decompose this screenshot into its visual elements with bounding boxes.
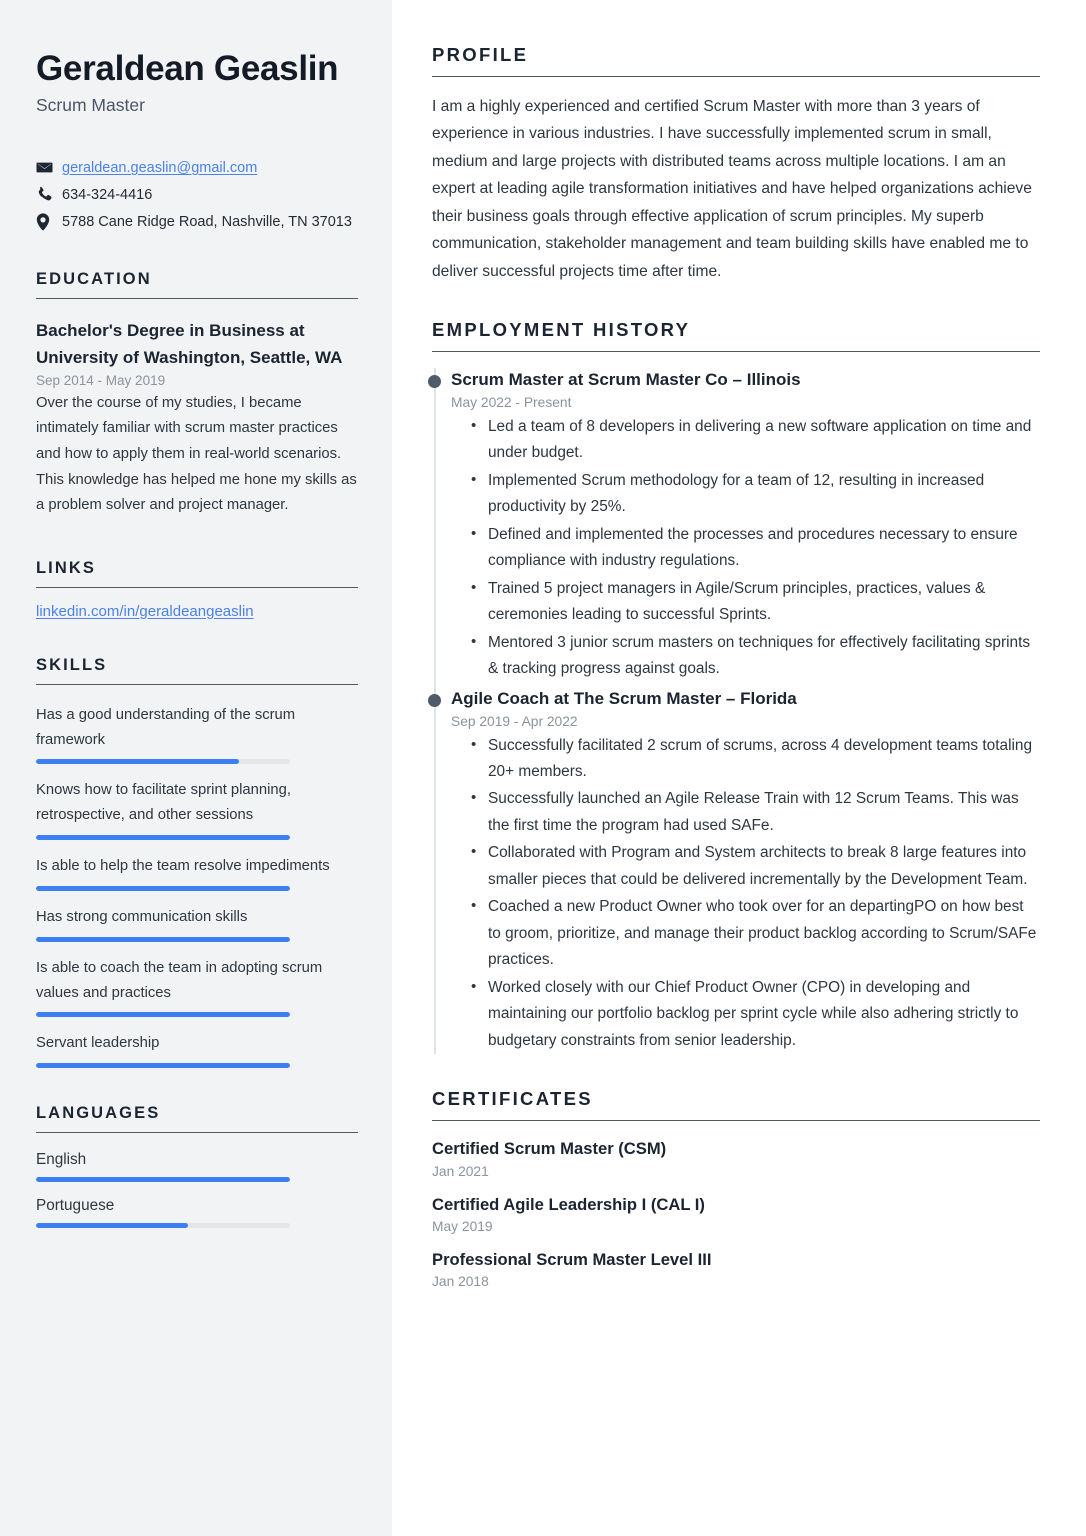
timeline-dot-icon bbox=[428, 375, 441, 388]
education-heading: EDUCATION bbox=[36, 269, 152, 288]
language-level-fill bbox=[36, 1177, 290, 1182]
links-heading: LINKS bbox=[36, 558, 96, 577]
skill-level-bar bbox=[36, 1063, 290, 1068]
employment-entry bbox=[432, 368, 1040, 683]
language-level-bar bbox=[36, 1177, 290, 1182]
skill-level-fill bbox=[36, 835, 290, 840]
skills-section bbox=[36, 656, 358, 1069]
employment-entry-bullets bbox=[451, 733, 1040, 1055]
language-label: Portuguese bbox=[36, 1197, 115, 1215]
education-section bbox=[36, 270, 358, 519]
bullet-item: • Defined and implemented the processes and procedures necessary to ensure compliance with industry regulations. bbox=[488, 522, 1040, 575]
skill-label: Has a good understanding of the scrum framework bbox=[36, 706, 296, 748]
profile-heading: PROFILE bbox=[432, 44, 529, 65]
certificate-item bbox=[432, 1248, 1040, 1289]
envelope-icon bbox=[36, 157, 62, 176]
language-label: English bbox=[36, 1151, 87, 1169]
skill-label: Servant leadership bbox=[36, 1035, 160, 1052]
certificate-date: Jan 2018 bbox=[432, 1273, 489, 1289]
contact-row-email[interactable] bbox=[36, 157, 358, 180]
education-item bbox=[36, 317, 358, 519]
timeline-dot-icon bbox=[428, 694, 441, 707]
skill-level-bar bbox=[36, 937, 290, 942]
bullet-item: • Successfully launched an Agile Release Train with 12 Scrum Teams. This was the first time the program had used SAFe. bbox=[488, 786, 1040, 839]
bullet-item: • Led a team of 8 developers in delivering a new software application on time and under budget. bbox=[488, 414, 1040, 467]
links-section bbox=[36, 559, 358, 620]
link-item-linkedin[interactable]: linkedin.com/in/geraldeangeaslin bbox=[36, 602, 254, 620]
links-list bbox=[36, 603, 358, 620]
certificate-title: Certified Agile Leadership I (CAL I) bbox=[432, 1194, 705, 1214]
bullet-item: • Coached a new Product Owner who took over for an departingPO on how best to groom, prioritize, and manage their product backlog according to Scrum/SAFe practices. bbox=[488, 894, 1040, 973]
skill-label: Has strong communication skills bbox=[36, 908, 248, 925]
skill-level-fill bbox=[36, 759, 239, 764]
contact-row-address bbox=[36, 211, 358, 234]
skill-item bbox=[36, 778, 358, 840]
certificate-item bbox=[432, 1137, 1040, 1178]
skills-list bbox=[36, 703, 358, 1069]
links-divider bbox=[36, 587, 358, 588]
sidebar bbox=[0, 0, 392, 1536]
skill-level-bar bbox=[36, 886, 290, 891]
language-level-fill bbox=[36, 1223, 188, 1228]
certificate-title: Professional Scrum Master Level III bbox=[432, 1249, 712, 1269]
contact-phone-value: 634-324-4416 bbox=[62, 186, 153, 203]
contact-email-value bbox=[62, 157, 358, 180]
education-item-title: Bachelor's Degree in Business at University of Washington, Seattle, WA bbox=[36, 320, 343, 368]
employment-entry-bullets bbox=[451, 414, 1040, 683]
certificates-heading: CERTIFICATES bbox=[432, 1088, 593, 1110]
bullet-item: • Mentored 3 junior scrum masters on techniques for effectively facilitating sprints & tracking progress against goals. bbox=[488, 630, 1040, 683]
contact-address-value: 5788 Cane Ridge Road, Nashville, TN 37013 bbox=[62, 213, 352, 230]
certificate-date: May 2019 bbox=[432, 1218, 493, 1234]
phone-icon bbox=[36, 184, 62, 202]
skill-label: Is able to coach the team in adopting scrum values and practices bbox=[36, 959, 323, 1001]
main-column bbox=[392, 0, 1086, 1536]
skill-level-fill bbox=[36, 1063, 290, 1068]
skill-level-fill bbox=[36, 937, 290, 942]
skills-heading: SKILLS bbox=[36, 655, 108, 674]
skill-item bbox=[36, 905, 358, 942]
skill-level-fill bbox=[36, 886, 290, 891]
skill-item bbox=[36, 854, 358, 891]
candidate-job-title: Scrum Master bbox=[36, 95, 145, 116]
profile-section bbox=[432, 44, 1040, 285]
profile-text: I am a highly experienced and certified Scrum Master with more than 3 years of experience in various industries. I have successfully implemented scrum in small, medium and large projects with distributed teams across multiple locations. I am an expert at leading agile transformation initiatives and have helped organizations achieve their business goals through effective application of scrum principles. My superb communication, stakeholder management and team building skills have enabled me to deliver successful projects time after time. bbox=[432, 98, 1032, 280]
skill-level-bar bbox=[36, 1012, 290, 1017]
bullet-item: • Worked closely with our Chief Product Owner (CPO) in developing and maintaining our portfolio backlog per sprint cycle while also adhering strictly to budgetary constraints from senior leadership. bbox=[488, 975, 1040, 1054]
bullet-item: • Collaborated with Program and System architects to break 8 large features into smaller pieces that could be delivered incrementally by the Development Team. bbox=[488, 840, 1040, 893]
education-item-description: Over the course of my studies, I became intimately familiar with scrum master practices and how to apply them in real-world scenarios. This knowledge has helped me hone my skills as a problem solver and project manager. bbox=[36, 394, 357, 514]
certificates-list bbox=[432, 1137, 1040, 1289]
employment-entry-date: Sep 2019 - Apr 2022 bbox=[451, 713, 578, 729]
skills-divider bbox=[36, 684, 358, 685]
certificates-divider bbox=[432, 1120, 1040, 1121]
education-item-date: Sep 2014 - May 2019 bbox=[36, 372, 166, 388]
email-link[interactable]: geraldean.geaslin@gmail.com bbox=[62, 159, 258, 176]
employment-entry-title: Agile Coach at The Scrum Master – Florida bbox=[451, 688, 797, 708]
employment-section bbox=[432, 319, 1040, 1054]
skill-level-fill bbox=[36, 1012, 290, 1017]
languages-list bbox=[36, 1151, 358, 1228]
language-item bbox=[36, 1151, 358, 1182]
languages-divider bbox=[36, 1132, 358, 1133]
bullet-item: • Implemented Scrum methodology for a team of 12, resulting in increased productivity by 25%. bbox=[488, 468, 1040, 521]
certificate-item bbox=[432, 1193, 1040, 1234]
skill-level-bar bbox=[36, 835, 290, 840]
skill-label: Is able to help the team resolve impediments bbox=[36, 858, 330, 875]
skill-item bbox=[36, 703, 358, 765]
certificate-title: Certified Scrum Master (CSM) bbox=[432, 1139, 667, 1159]
languages-section bbox=[36, 1104, 358, 1228]
location-pin-icon bbox=[36, 211, 62, 231]
certificates-section bbox=[432, 1088, 1040, 1289]
bullet-item: • Trained 5 project managers in Agile/Scrum principles, practices, values & ceremonies leading to successful Sprints. bbox=[488, 576, 1040, 629]
employment-heading: EMPLOYMENT HISTORY bbox=[432, 319, 691, 341]
education-divider bbox=[36, 298, 358, 299]
skill-label: Knows how to facilitate sprint planning, retrospective, and other sessions bbox=[36, 782, 291, 824]
employment-timeline bbox=[432, 368, 1040, 1054]
profile-divider bbox=[432, 76, 1040, 77]
language-item bbox=[36, 1197, 358, 1228]
employment-entry-title: Scrum Master at Scrum Master Co – Illinois bbox=[451, 370, 801, 390]
language-level-bar bbox=[36, 1223, 290, 1228]
skill-level-bar bbox=[36, 759, 290, 764]
certificate-date: Jan 2021 bbox=[432, 1163, 489, 1179]
employment-entry-date: May 2022 - Present bbox=[451, 394, 572, 410]
candidate-name: Geraldean Geaslin bbox=[36, 49, 339, 88]
employment-entry bbox=[432, 687, 1040, 1055]
skill-item bbox=[36, 1031, 358, 1068]
contact-row-phone bbox=[36, 184, 358, 207]
skill-item bbox=[36, 956, 358, 1018]
employment-divider bbox=[432, 351, 1040, 352]
bullet-item: • Successfully facilitated 2 scrum of scrums, across 4 development teams totaling 20+ members. bbox=[488, 733, 1040, 786]
languages-heading: LANGUAGES bbox=[36, 1104, 161, 1123]
contact-block bbox=[36, 157, 358, 234]
